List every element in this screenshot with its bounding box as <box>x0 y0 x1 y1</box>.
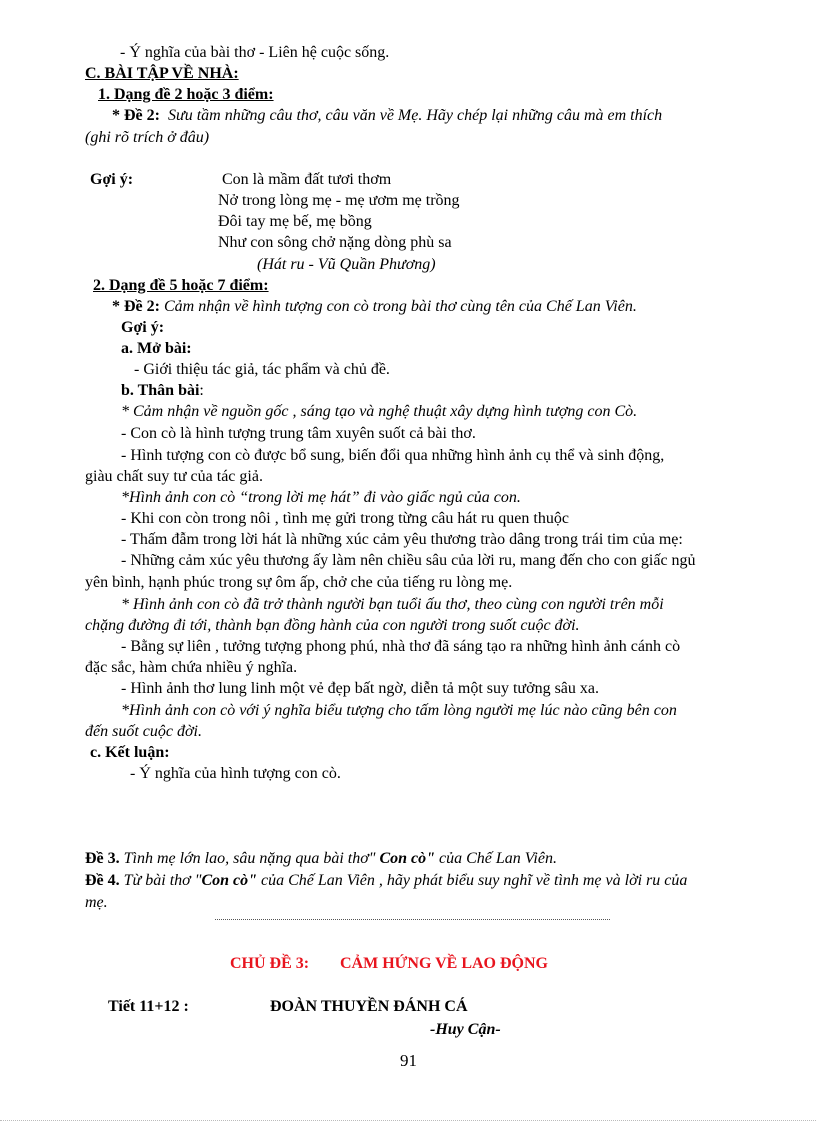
de4-bold: Con cò" <box>201 872 257 889</box>
ket-luan-item: - Ý nghĩa của hình tượng con cò. <box>130 765 341 782</box>
dang2-de2-line <box>112 297 637 317</box>
de4-text-a: Từ bài thơ " <box>123 872 202 889</box>
de2-label: * Đề 2: <box>112 107 160 124</box>
poem-source: (Hát ru - Vũ Quần Phương) <box>257 256 436 273</box>
than-bai-item-2-cont: giàu chất suy tư của tác giả. <box>85 468 263 485</box>
than-bai-item-2: - Hình tượng con cò được bổ sung, biến đổi qua những hình ảnh cụ thể và sinh động, <box>121 447 665 464</box>
than-bai-heading <box>121 381 204 401</box>
than-bai-item-5: - Những cảm xúc yêu thương ấy làm nên chiều sâu của lời ru, mang đến cho con giấc ngủ <box>121 552 696 569</box>
than-bai-item-3: - Khi con còn trong nôi , tình mẹ gửi trong từng câu hát ru quen thuộc <box>121 510 569 527</box>
star-3: * Hình ảnh con cò đã trở thành người bạn tuổi ấu thơ, theo cùng con người trên mỗi <box>121 596 664 613</box>
than-bai-label: b. Thân bài <box>121 382 200 399</box>
chu-de-title: CẢM HỨNG VỀ LAO ĐỘNG <box>340 955 548 972</box>
dang1-de2-line <box>112 106 662 126</box>
de3-label: Đề 3. <box>85 850 120 867</box>
de4-label: Đề 4. <box>85 872 120 889</box>
poem-line-1: Con là mầm đất tươi thơm <box>222 171 392 188</box>
than-bai-item-4: - Thấm đẫm trong lời hát là những xúc cảm yêu thương trào dâng trong trái tim của mẹ: <box>121 531 683 548</box>
lesson-title: ĐOÀN THUYỀN ĐÁNH CÁ <box>270 998 468 1015</box>
than-bai-colon: : <box>199 382 204 399</box>
de3-text-b: của Chế Lan Viên. <box>435 850 557 867</box>
dang2-de2-text: Cảm nhận về hình tượng con cò trong bài thơ cùng tên của Chế Lan Viên. <box>163 298 637 315</box>
star-3-cont: chặng đường đi tới, thành bạn đồng hành của con người trong suốt cuộc đời. <box>85 617 580 634</box>
meaning-line: - Ý nghĩa của bài thơ - Liên hệ cuộc sống. <box>120 44 390 61</box>
page-number: 91 <box>400 1051 417 1070</box>
than-bai-item-1: - Con cò là hình tượng trung tâm xuyên suốt cả bài thơ. <box>121 425 476 442</box>
ket-luan-heading: c. Kết luận: <box>90 744 170 761</box>
dotted-separator <box>215 919 610 920</box>
star-1: * Cảm nhận về nguồn gốc , sáng tạo và nghệ thuật xây dựng hình tượng con Cò. <box>121 403 638 420</box>
de2-text: Sưu tầm những câu thơ, câu văn về Mẹ. Hãy chép lại những câu mà em thích <box>167 107 663 124</box>
lesson-author: -Huy Cận- <box>430 1021 501 1038</box>
de3-text-a: Tình mẹ lớn lao, sâu nặng qua bài thơ" <box>123 850 376 867</box>
de3-bold: Con cò" <box>375 850 436 867</box>
than-bai-item-6: - Bằng sự liên , tưởng tượng phong phú, nhà thơ đã sáng tạo ra những hình ảnh cánh cò <box>121 638 681 655</box>
de4-line-cont: mẹ. <box>85 894 108 911</box>
de4-text-b: của Chế Lan Viên , hãy phát biểu suy nghĩ về tình mẹ và lời ru của <box>257 872 688 889</box>
poem-line-3: Đôi tay mẹ bế, mẹ bồng <box>218 213 372 230</box>
star-4: *Hình ảnh con cò với ý nghĩa biểu tượng cho tấm lòng người mẹ lúc nào cũng bên con <box>121 702 677 719</box>
than-bai-item-7: - Hình ảnh thơ lung linh một vẻ đẹp bất ngờ, diễn tả một suy tưởng sâu xa. <box>121 680 599 697</box>
section-c-heading: C. BÀI TẬP VỀ NHÀ: <box>85 65 239 82</box>
dang1-heading: 1. Dạng đề 2 hoặc 3 điểm: <box>98 86 274 103</box>
than-bai-item-5-cont: yên bình, hạnh phúc trong sự ôm ấp, chở che của tiếng ru lòng mẹ. <box>85 574 513 591</box>
page-bottom-border <box>0 1120 816 1121</box>
tiet-label: Tiết 11+12 : <box>108 998 189 1015</box>
mo-bai-heading: a. Mở bài: <box>121 340 192 357</box>
poem-line-4: Như con sông chở nặng dòng phù sa <box>218 234 452 251</box>
star-4-cont: đến suốt cuộc đời. <box>85 723 202 740</box>
than-bai-item-6-cont: đặc sắc, hàm chứa nhiều ý nghĩa. <box>85 659 298 676</box>
star-2: *Hình ảnh con cò “trong lời mẹ hát” đi vào giấc ngủ của con. <box>121 489 521 506</box>
de2-text-cont: (ghi rõ trích ở đâu) <box>85 129 210 146</box>
mo-bai-item: - Giới thiệu tác giả, tác phẩm và chủ đề. <box>134 361 390 378</box>
dang2-heading: 2. Dạng đề 5 hoặc 7 điểm: <box>93 277 269 294</box>
de4-line <box>85 871 687 891</box>
poem-line-2: Nở trong lòng mẹ - mẹ ươm mẹ trồng <box>218 192 460 209</box>
de3-line <box>85 849 557 869</box>
goi-y-label: Gợi ý: <box>90 171 134 188</box>
dang2-de2-label: * Đề 2: <box>112 298 160 315</box>
chu-de-label: CHỦ ĐỀ 3: <box>230 955 310 972</box>
goi-y-label-2: Gợi ý: <box>121 319 165 336</box>
